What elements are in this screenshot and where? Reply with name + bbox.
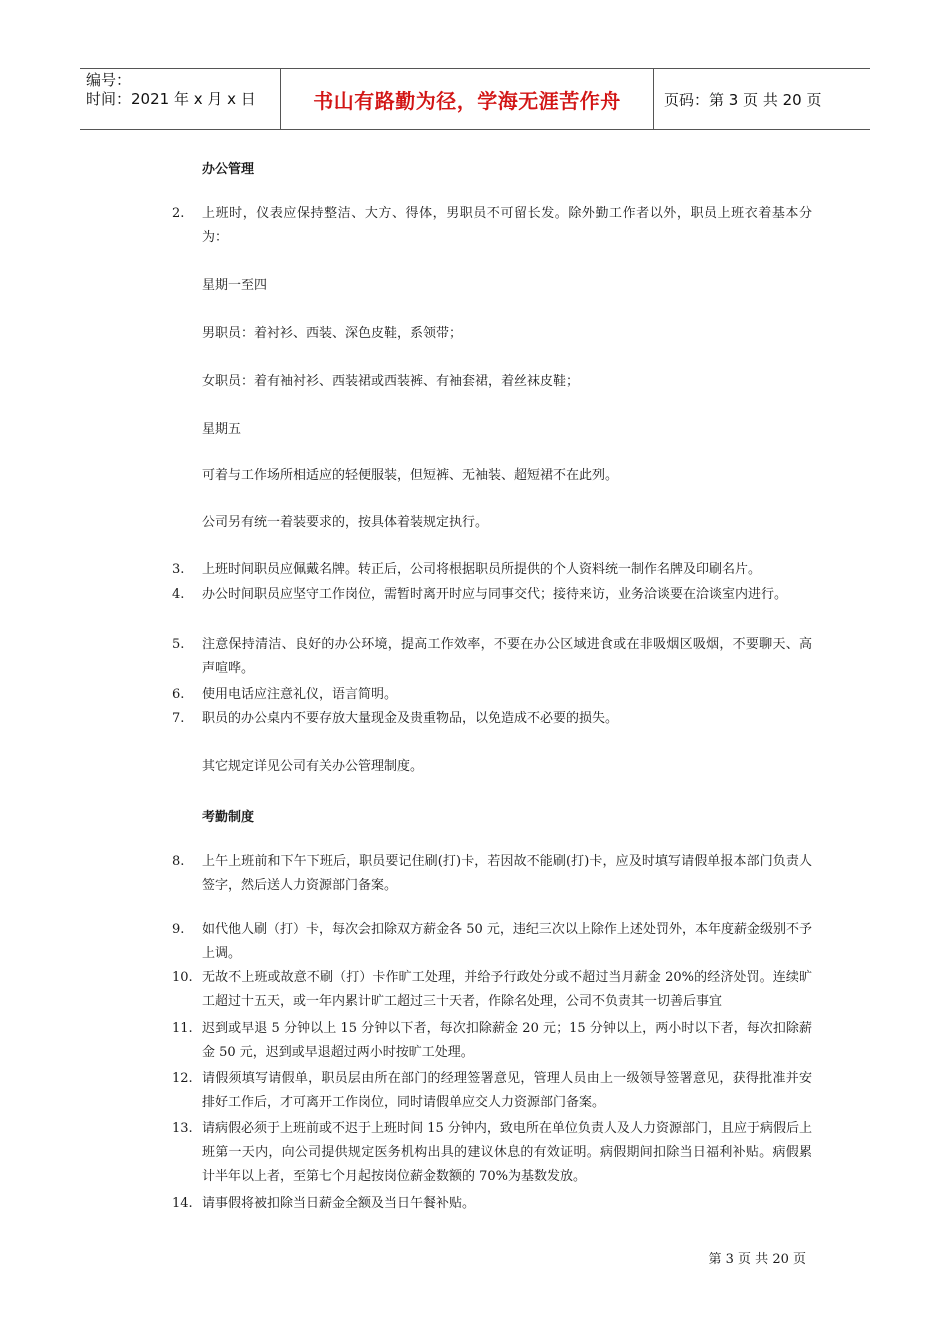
header-meta <box>80 69 281 129</box>
page-footer: 第 3 页 共 20 页 <box>708 1252 806 1267</box>
item-number: 7. <box>172 711 185 726</box>
paragraph-mon-thu: 星期一至四 <box>202 278 268 293</box>
item-text: 无故不上班或故意不刷（打）卡作旷工处理，并给予行政处分或不超过当月薪金 20%的经济处罚。连续旷工超过十五天，或一年内累计旷工超过三十天者，作除名处理，公司不负责其一切善后事宜 <box>202 970 812 1009</box>
item-number: 12. <box>172 1071 193 1086</box>
section-title-office: 办公管理 <box>202 162 255 177</box>
header-page-info: 页码：第 3 页 共 20 页 <box>664 90 822 109</box>
item-number: 11. <box>172 1021 193 1036</box>
list-item <box>172 707 812 731</box>
item-number: 9. <box>172 922 185 937</box>
item-text: 职员的办公桌内不要存放大量现金及贵重物品，以免造成不必要的损失。 <box>202 711 619 726</box>
list-item <box>172 850 812 898</box>
list-item <box>172 966 812 1014</box>
list-item <box>172 1017 812 1065</box>
item-text: 迟到或早退 5 分钟以上 15 分钟以下者，每次扣除薪金 20 元；15 分钟以上，两小时以下者，每次扣除薪金 50 元，迟到或早退超过两小时按旷工处理。 <box>202 1021 812 1060</box>
item-number: 6. <box>172 687 185 702</box>
item-number: 8. <box>172 854 185 869</box>
item-text: 上午上班前和下午下班后，职员要记住刷(打)卡，若因故不能刷(打)卡，应及时填写请假单报本部门负责人签字，然后送人力资源部门备案。 <box>202 854 812 893</box>
list-item <box>172 583 812 607</box>
item-number: 3. <box>172 562 185 577</box>
item-text: 如代他人刷（打）卡，每次会扣除双方薪金各 50 元，违纪三次以上除作上述处罚外，本年度薪金级别不予上调。 <box>202 922 812 961</box>
paragraph-uniform: 公司另有统一着装要求的，按具体着装规定执行。 <box>202 515 489 530</box>
list-item <box>172 1067 812 1115</box>
paragraph-casual-dress: 可着与工作场所相适应的轻便服装，但短裤、无袖装、超短裙不在此列。 <box>202 468 619 483</box>
list-item <box>172 633 812 681</box>
paragraph-friday: 星期五 <box>202 422 242 437</box>
list-item <box>172 558 812 582</box>
list-item <box>172 683 812 707</box>
page-header <box>80 68 870 130</box>
paragraph-other-rules: 其它规定详见公司有关办公管理制度。 <box>202 759 424 774</box>
item-number: 10. <box>172 970 193 985</box>
list-item <box>172 1117 812 1189</box>
item-text: 上班时间职员应佩戴名牌。转正后，公司将根据职员所提供的个人资料统一制作名牌及印刷名片。 <box>202 562 762 577</box>
item-number: 2. <box>172 206 185 221</box>
section-title-attendance: 考勤制度 <box>202 810 255 825</box>
item-text: 请假须填写请假单，职员层由所在部门的经理签署意见，管理人员由上一级领导签署意见，获得批准并安排好工作后，才可离开工作岗位，同时请假单应交人力资源部门备案。 <box>202 1071 812 1110</box>
header-motto: 书山有路勤为径，学海无涯苦作舟 <box>281 69 654 129</box>
item-number: 5. <box>172 637 185 652</box>
list-item <box>172 1192 812 1216</box>
paragraph-female-dress: 女职员：着有袖衬衫、西装裙或西装裤、有袖套裙，着丝袜皮鞋； <box>202 374 580 389</box>
item-text: 上班时，仪表应保持整洁、大方、得体，男职员不可留长发。除外勤工作者以外，职员上班衣着基本分为： <box>202 206 812 245</box>
item-number: 14. <box>172 1196 193 1211</box>
item-text: 请事假将被扣除当日薪金全额及当日午餐补贴。 <box>202 1196 476 1211</box>
list-item <box>172 202 812 250</box>
paragraph-male-dress: 男职员：着衬衫、西装、深色皮鞋，系领带； <box>202 326 463 341</box>
item-text: 请病假必须于上班前或不迟于上班时间 15 分钟内，致电所在单位负责人及人力资源部门，且应于病假后上班第一天内，向公司提供规定医务机构出具的建议休息的有效证明。病假期间扣除当日福利补贴。病假累计半年以上者，至第七个月起按岗位薪金数额的 70%为基数发放。 <box>202 1121 812 1184</box>
item-text: 办公时间职员应坚守工作岗位，需暂时离开时应与同事交代；接待来访，业务洽谈要在洽谈室内进行。 <box>202 587 788 602</box>
header-time-label: 时间：2021 年 x 月 x 日 <box>86 90 256 108</box>
header-number-label: 编号： <box>86 71 132 89</box>
list-item <box>172 918 812 966</box>
item-number: 13. <box>172 1121 193 1136</box>
item-text: 使用电话应注意礼仪，语言简明。 <box>202 687 398 702</box>
item-text: 注意保持清洁、良好的办公环境，提高工作效率，不要在办公区域进食或在非吸烟区吸烟，不要聊天、高声喧哗。 <box>202 637 812 676</box>
item-number: 4. <box>172 587 185 602</box>
